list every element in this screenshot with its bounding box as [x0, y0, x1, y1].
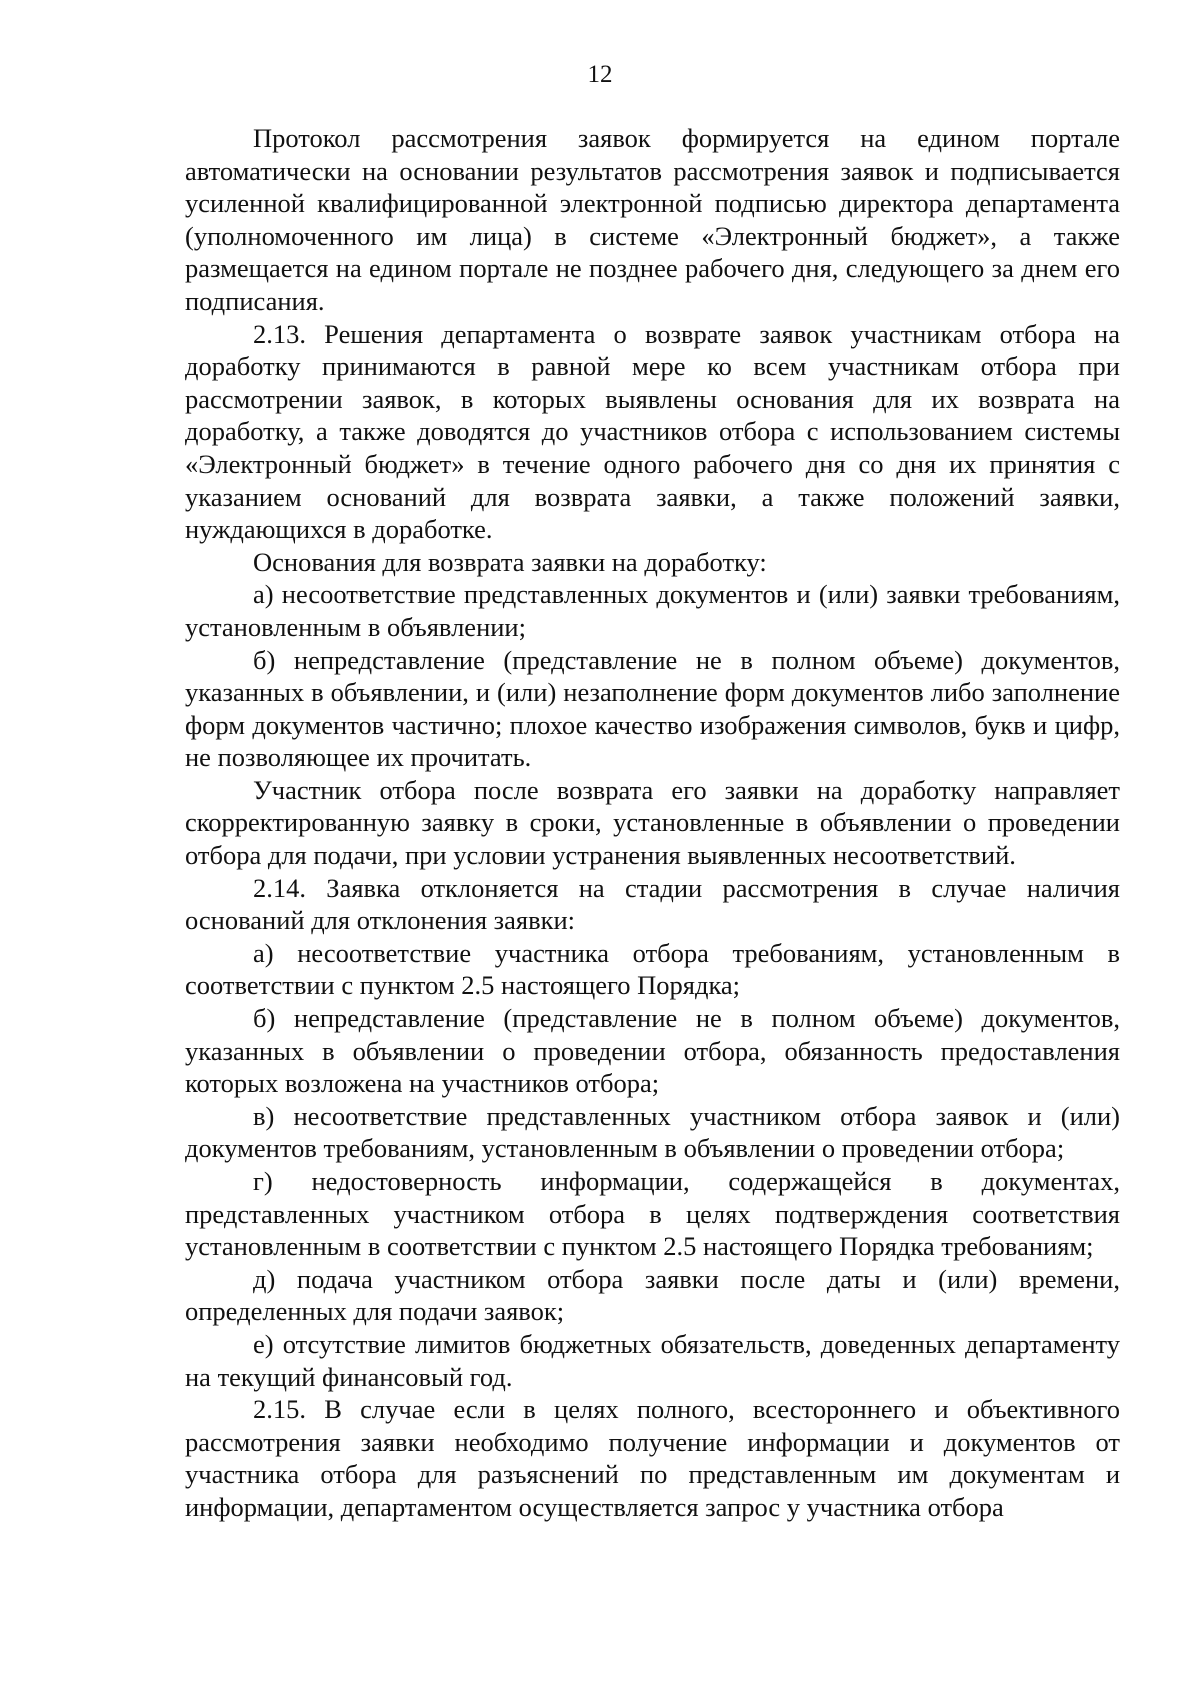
- page-number: 12: [587, 61, 613, 88]
- paragraph-protocol: Протокол рассмотрения заявок формируется на едином портале автоматически на основании результатов рассмотрения заявок и подписывается усиленной квалифицированной электронной подписью директора департамента (уполномоченного им лица) в системе «Электронный бюджет», а также размещается на едином портале не позднее рабочего дня, следующего за днем его подписания.: [185, 123, 1120, 316]
- paragraph-reject-ground-b: б) непредставление (представление не в полном объеме) документов, указанных в объявлении о проведении отбора, обязанность предоставления которых возложена на участников отбора;: [185, 1003, 1120, 1099]
- paragraph-reject-ground-e: е) отсутствие лимитов бюджетных обязательств, доведенных департаменту на текущий финансовый год.: [185, 1328, 1120, 1392]
- document-body: [185, 122, 1120, 1524]
- paragraph-2-15: 2.15. В случае если в целях полного, всестороннего и объективного рассмотрения заявки необходимо получение информации и документов от участника отбора для разъяснений по представленным им документам и информации, департаментом осуществляется запрос у участника отбора: [185, 1394, 1120, 1522]
- paragraph-reject-ground-v: в) несоответствие представленных участником отбора заявок и (или) документов требованиям, установленным в объявлении о проведении отбора;: [185, 1100, 1120, 1164]
- paragraph-reject-ground-a: а) несоответствие участника отбора требованиям, установленным в соответствии с пунктом 2.5 настоящего Порядка;: [185, 937, 1120, 1001]
- paragraph-return-ground-a: а) несоответствие представленных документов и (или) заявки требованиям, установленным в объявлении;: [185, 579, 1120, 642]
- paragraph-return-ground-b: б) непредставление (представление не в полном объеме) документов, указанных в объявлении, и (или) незаполнение форм документов либо заполнение форм документов частично; плохое качество изображения символов, букв и цифр, не позволяющее их прочитать.: [185, 644, 1120, 773]
- paragraph-reject-ground-g: г) недостоверность информации, содержащейся в документах, представленных участником отбора в целях подтверждения соответствия установленным в соответствии с пунктом 2.5 настоящего Порядка требованиям;: [185, 1166, 1120, 1262]
- paragraph-resubmission: Участник отбора после возврата его заявки на доработку направляет скорректированную заявку в сроки, установленные в объявлении о проведении отбора для подачи, при условии устранения выявленных несоответствий.: [185, 774, 1120, 871]
- paragraph-2-13: 2.13. Решения департамента о возврате заявок участникам отбора на доработку принимаются в равной мере ко всем участникам отбора при рассмотрении заявок, в которых выявлены основания для их возврата на доработку, а также доводятся до участников отбора с использованием системы «Электронный бюджет» в течение одного рабочего дня со дня их принятия с указанием оснований для возврата заявки, а также положений заявки, нуждающихся в доработке.: [185, 318, 1120, 545]
- paragraph-reject-ground-d: д) подача участником отбора заявки после даты и (или) времени, определенных для подачи заявок;: [185, 1263, 1120, 1327]
- paragraph-2-14: 2.14. Заявка отклоняется на стадии рассмотрения в случае наличия оснований для отклонения заявки:: [185, 872, 1120, 936]
- paragraph-return-grounds-heading: Основания для возврата заявки на доработку:: [253, 546, 767, 577]
